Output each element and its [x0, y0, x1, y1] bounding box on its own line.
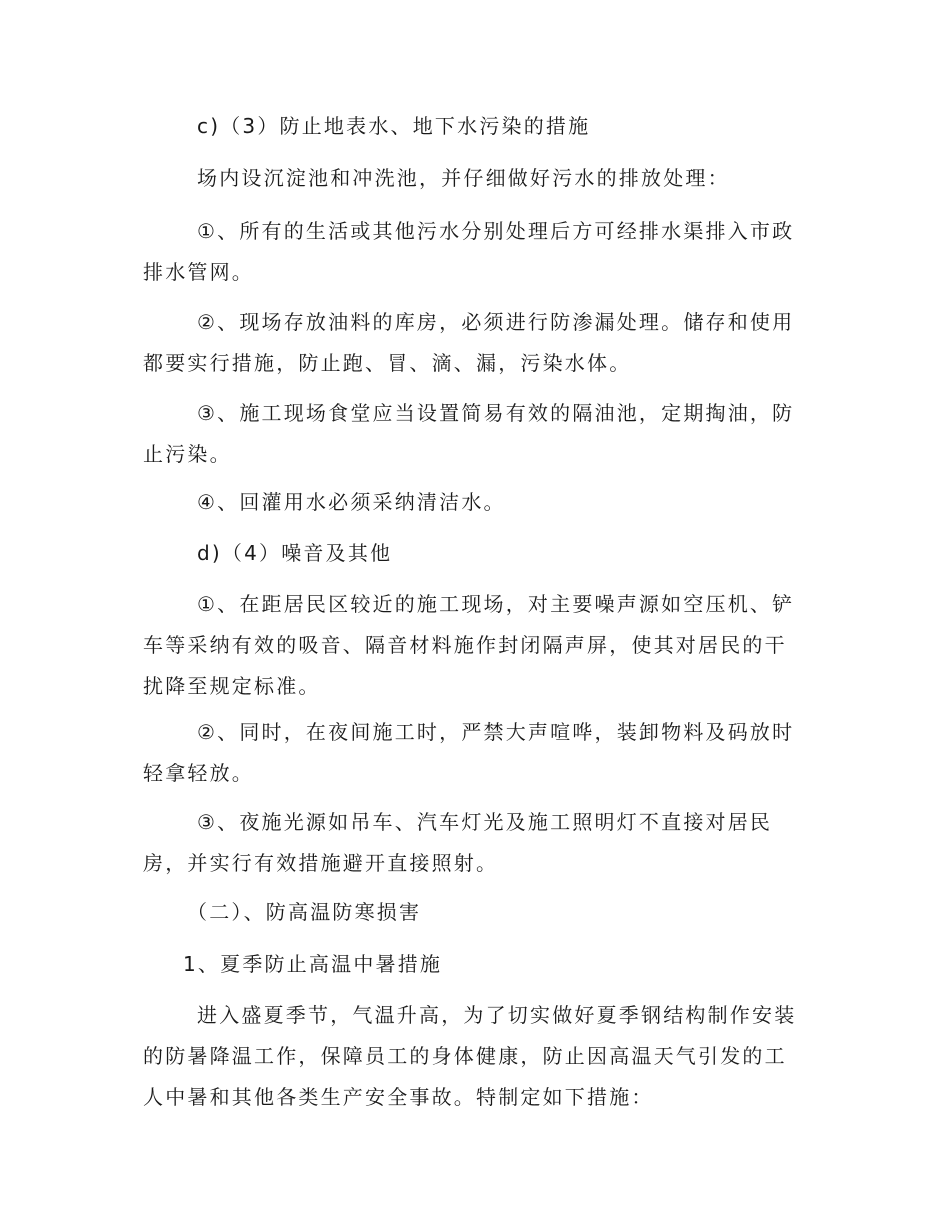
paragraph-item-2-oil-storage: ②、现场存放油料的库房，必须进行防渗漏处理。储存和使用都要实行措施，防止跑、冒、滴、漏，污染水体。: [143, 310, 795, 375]
section-heading-temperature: （二）、防高温防寒损害: [187, 900, 422, 924]
paragraph-noise-item-3: ③、夜施光源如吊车、汽车灯光及施工照明灯不直接对居民房，并实行有效措施避开直接照射。: [143, 810, 773, 875]
paragraph-item-1-sewage: ①、所有的生活或其他污水分别处理后方可经排水渠排入市政排水管网。: [143, 219, 795, 284]
subsection-heading-summer-heat: 1、夏季防止高温中暑措施: [183, 952, 443, 976]
paragraph-noise-item-1: ①、在距居民区较近的施工现场，对主要噪声源如空压机、铲车等采纳有效的吸音、隔音材料施作封闭隔声屏，使其对居民的干扰降至规定标准。: [143, 592, 795, 698]
section-heading-noise: d)（4）噪音及其他: [197, 541, 393, 565]
paragraph-settling-pool: 场内设沉淀池和冲洗池，并仔细做好污水的排放处理：: [197, 166, 730, 190]
paragraph-noise-item-2: ②、同时，在夜间施工时，严禁大声喧哗，装卸物料及码放时轻拿轻放。: [143, 720, 795, 785]
paragraph-item-3-canteen: ③、施工现场食堂应当设置简易有效的隔油池，定期掏油，防止污染。: [143, 401, 795, 466]
paragraph-summer-measures: 进入盛夏季节，气温升高，为了切实做好夏季钢结构制作安装的防暑降温工作，保障员工的身体健康，防止因高温天气引发的工人中暑和其他各类生产安全事故。特制定如下措施：: [143, 1003, 797, 1109]
paragraph-item-4-clean-water: ④、回灌用水必须采纳清洁水。: [197, 490, 506, 514]
section-heading-water-pollution: c)（3）防止地表水、地下水污染的措施: [197, 114, 591, 138]
